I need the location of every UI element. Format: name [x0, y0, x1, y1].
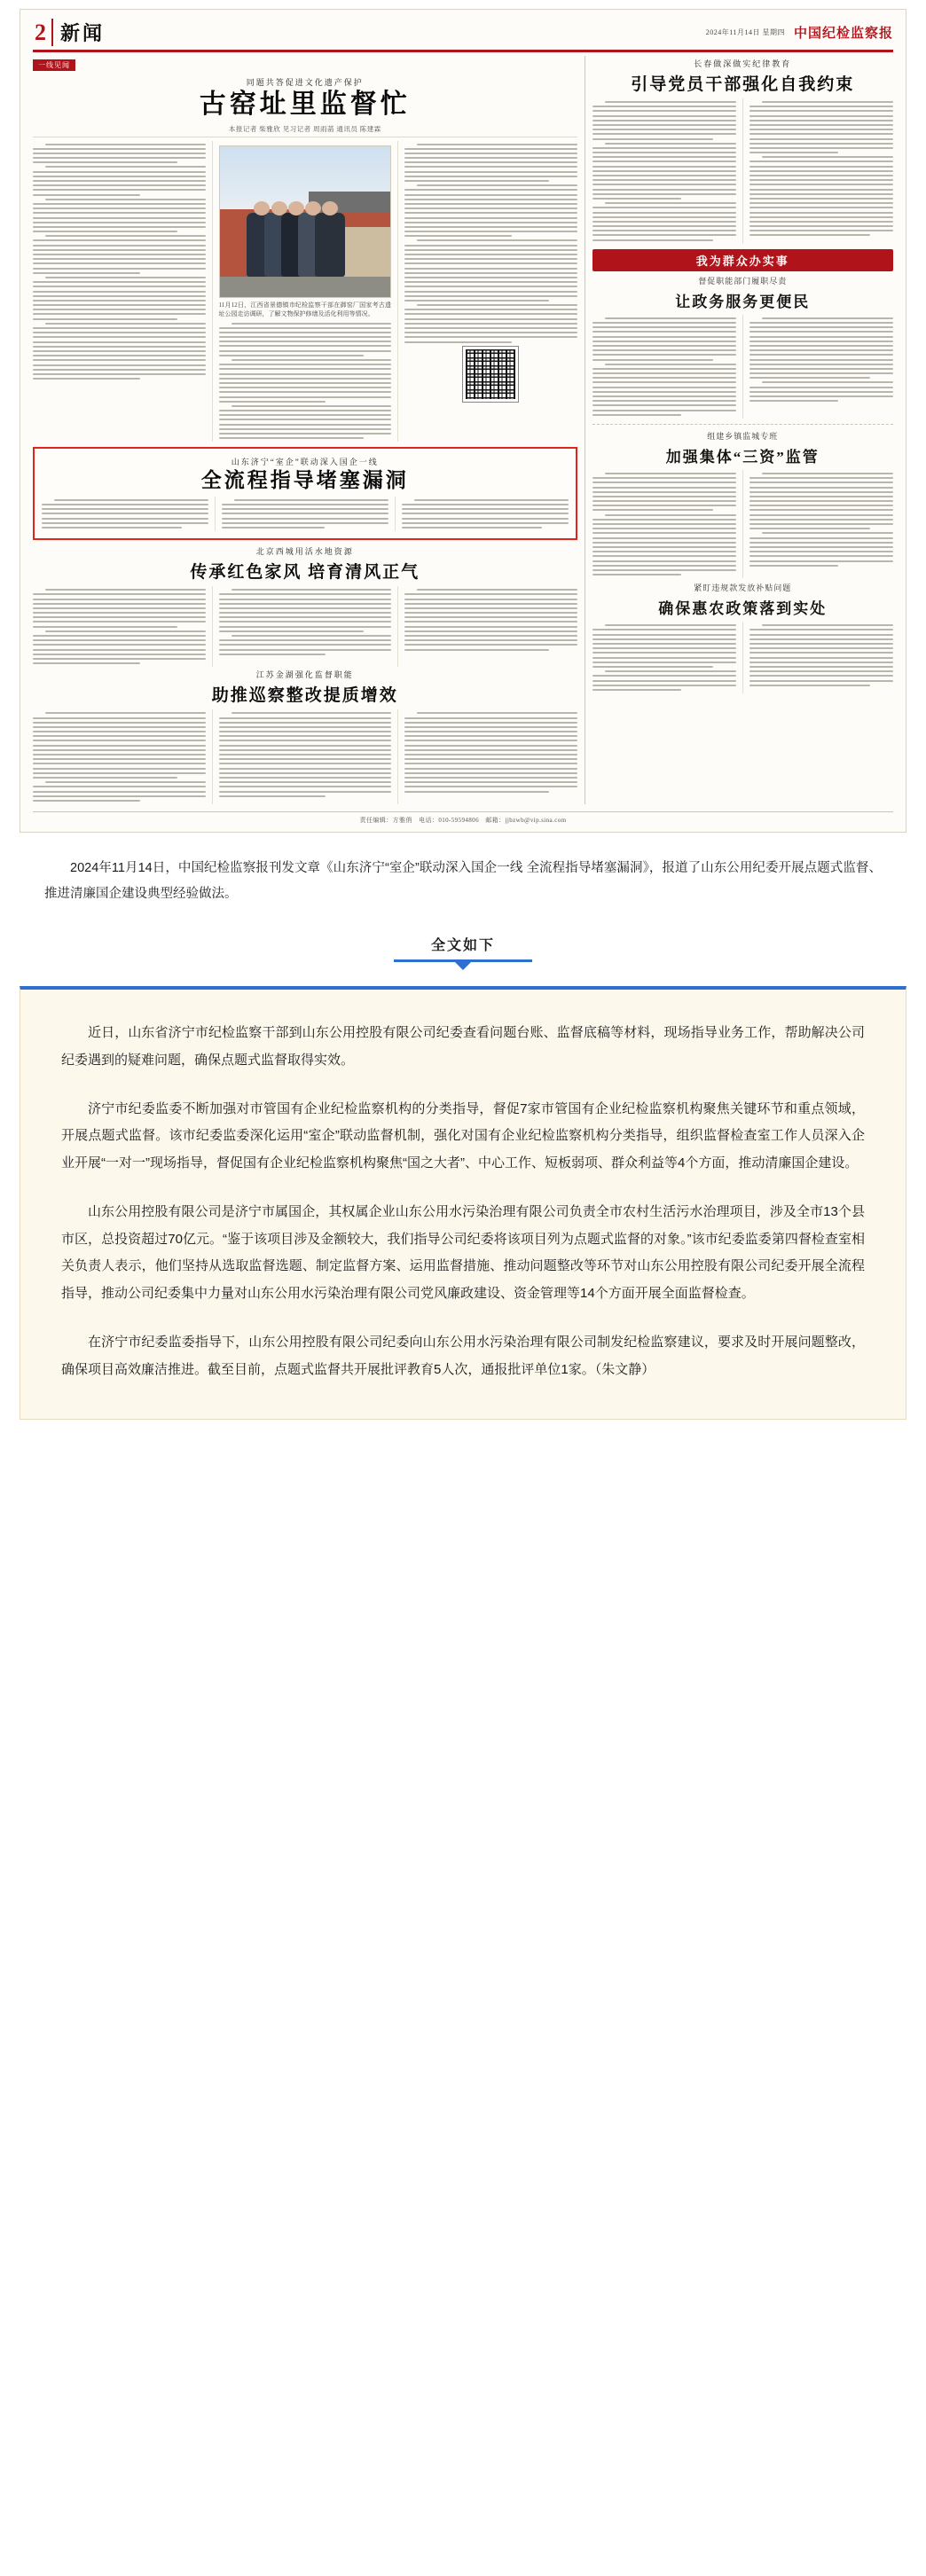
section-title: 新闻: [51, 19, 105, 46]
right-sub1-col-2: [742, 315, 893, 419]
publication-date: 2024年11月14日 星期四: [705, 28, 785, 36]
body-text-block: [42, 499, 208, 529]
right-sub3-columns: [592, 622, 893, 693]
lead-photo: [219, 145, 392, 298]
boxed-col-2: [215, 497, 388, 531]
highlighted-article-box: [33, 447, 577, 540]
lead-body-columns: [33, 141, 577, 442]
sub2-col-2: [212, 709, 392, 804]
intro-paragraph: 2024年11月14日，中国纪检监察报刊发文章《山东济宁“室企”联动深入国企一线 全流程指导堵塞漏洞》，报道了山东公用纪委开展点题式监督、推进清廉国企建设典型经验做法。: [44, 861, 882, 902]
right-sub2-headline: 加强集体“三资”监管: [665, 448, 820, 466]
newspaper-logo: 中国纪检监察报: [793, 27, 893, 41]
body-text-block: [219, 323, 392, 440]
right-sub2-shoulder: 组建乡镇监城专班: [707, 431, 779, 441]
right-lead-shoulder: 长春做深做实纪律教育: [694, 59, 792, 68]
body-text-block: [222, 499, 388, 529]
sub-article-2-headline: 助推巡察整改提质增效: [211, 686, 398, 706]
sub1-col-3: [397, 586, 577, 667]
body-text-block: [592, 101, 736, 241]
body-text-block: [33, 144, 206, 380]
body-text-block: [592, 317, 736, 416]
article-body-card: [20, 986, 906, 1420]
lead-col-3: [397, 141, 577, 442]
boxed-col-1: [42, 497, 208, 531]
body-text-block: [33, 712, 206, 802]
qr-code: [463, 347, 518, 402]
sub-article-1-headline: 传承红色家风 培育清风正气: [190, 563, 420, 583]
newspaper-scan: [20, 9, 906, 833]
body-text-block: [402, 499, 569, 529]
body-text-block: [749, 317, 893, 402]
right-sub2-col-1: [592, 470, 736, 578]
right-sub1-shoulder: 督促职能部门履职尽责: [698, 276, 788, 286]
boxed-shoulder-title: 山东济宁“室企”联动深入国企一线: [231, 458, 379, 467]
divider: [592, 424, 893, 425]
right-lead-col-2: [742, 98, 893, 244]
newspaper-columns: [33, 56, 893, 804]
fulltext-label: 全文如下: [430, 938, 495, 954]
body-text-block: [749, 101, 893, 236]
body-text-block: [404, 712, 577, 792]
article-paragraph-3: 山东公用控股有限公司是济宁市属国企，其权属企业山东公用水污染治理有限公司负责全市农村生活污水治理项目，涉及全市13个县市区，总投资超过70亿元。“鉴于该项目涉及金额较大，我们指导公司纪委将该项目列为点题式监督的对象。”该市纪委监委第四督检查室相关负责人表示，他们坚持从选取监督选题、制定监督方案、运用监督措施、推动问题整改等环节对山东公用控股有限公司纪委开展全流程指导，推动公司纪委集中力量对山东公用水污染治理有限公司党风廉政建设、资金管理等14个方面开展全面监督检查。: [61, 1203, 865, 1302]
body-text-block: [749, 473, 893, 567]
body-text-block: [33, 589, 206, 664]
newspaper-footer: 责任编辑：方雅俏 电话：010-59594806 邮箱：jjbzwb@vip.sina.com: [33, 811, 893, 825]
page-number: 2: [35, 19, 46, 45]
right-sub2-col-2: [742, 470, 893, 578]
right-sub3-shoulder: 紧盯违规款发放补贴问题: [694, 583, 792, 593]
right-sub1-col-1: [592, 315, 736, 419]
right-lead-headline: 引导党员干部强化自我约束: [631, 75, 855, 94]
right-lead-columns: [592, 98, 893, 244]
lead-headline: 古窑址里监督忙: [199, 90, 411, 119]
lead-col-1: [33, 141, 206, 442]
body-text-block: [592, 473, 736, 575]
sub-article-1-columns: [33, 586, 577, 667]
article-paragraph-2: 济宁市纪委监委不断加强对市管国有企业纪检监察机构的分类指导，督促7家市管国有企业纪检监察机构聚焦关键环节和重点领域，开展点题式监督。该市纪委监委深化运用“室企”联动监督机制，强化对国有企业纪检监察机构分类指导，组织监督检查室工作人员深入企业开展“一对一”现场指导，督促国有企业纪检监察机构聚焦“国之大者”、中心工作、短板弱项、群众利益等4个方面，推动清廉国企建设。: [61, 1100, 865, 1171]
body-text-block: [749, 624, 893, 685]
sub1-col-1: [33, 586, 206, 667]
lead-shoulder-title: 同题共答促进文化遗产保护: [246, 78, 364, 87]
right-banner-1: 我为群众办实事: [592, 249, 893, 271]
sub-article-2-shoulder: 江苏金湖强化监督职能: [255, 670, 354, 680]
newspaper-left-column: [33, 56, 577, 804]
right-sub3-headline: 确保惠农政策落到实处: [658, 600, 828, 618]
newspaper-masthead: [33, 19, 893, 52]
sub-article-1-shoulder: 北京西城用活水地资源: [255, 547, 354, 557]
sub-article-2-columns: [33, 709, 577, 804]
right-sub3-col-1: [592, 622, 736, 693]
article-intro: [20, 856, 906, 907]
right-sub3-col-2: [742, 622, 893, 693]
body-text-block: [404, 144, 577, 343]
body-text-block: [219, 589, 392, 655]
eyebrow-badge: 一线见闻: [33, 59, 75, 71]
sub2-col-3: [397, 709, 577, 804]
right-sub1-headline: 让政务服务更便民: [675, 293, 811, 310]
right-sub1-columns: [592, 315, 893, 419]
body-text-block: [219, 712, 392, 796]
lead-col-2: [212, 141, 392, 442]
boxed-col-3: [395, 497, 569, 531]
boxed-headline: 全流程指导堵塞漏洞: [200, 469, 409, 492]
article-paragraph-4: 在济宁市纪委监委指导下，山东公用控股有限公司纪委向山东公用水污染治理有限公司制发纪检监察建议，要求及时开展问题整改，确保项目高效廉洁推进。截至目前，点题式监督共开展批评教育5人次，通报批评单位1家。（朱文静）: [61, 1334, 865, 1377]
newspaper-right-column: [585, 56, 893, 804]
sub1-col-2: [212, 586, 392, 667]
lead-photo-caption: 11月12日，江西省景德镇市纪检监察干部在御窑厂国家考古遗址公园走访调研，了解文物保护修缮及活化利用等情况。: [218, 301, 392, 317]
article-paragraph-1: 近日，山东省济宁市纪检监察干部到山东公用控股有限公司纪委查看问题台账、监督底稿等材料，现场指导业务工作，帮助解决公司纪委遇到的疑难问题，确保点题式监督取得实效。: [61, 1025, 865, 1068]
sub2-col-1: [33, 709, 206, 804]
right-sub2-columns: [592, 470, 893, 578]
lead-byline: 本报记者 柴雅欣 见习记者 周雨菡 通讯员 陈建霖: [33, 124, 577, 137]
body-text-block: [404, 589, 577, 650]
boxed-body-columns: [42, 497, 569, 531]
right-lead-col-1: [592, 98, 736, 244]
fulltext-divider: [20, 934, 906, 970]
caret-down-icon: [455, 962, 471, 970]
body-text-block: [592, 624, 736, 691]
